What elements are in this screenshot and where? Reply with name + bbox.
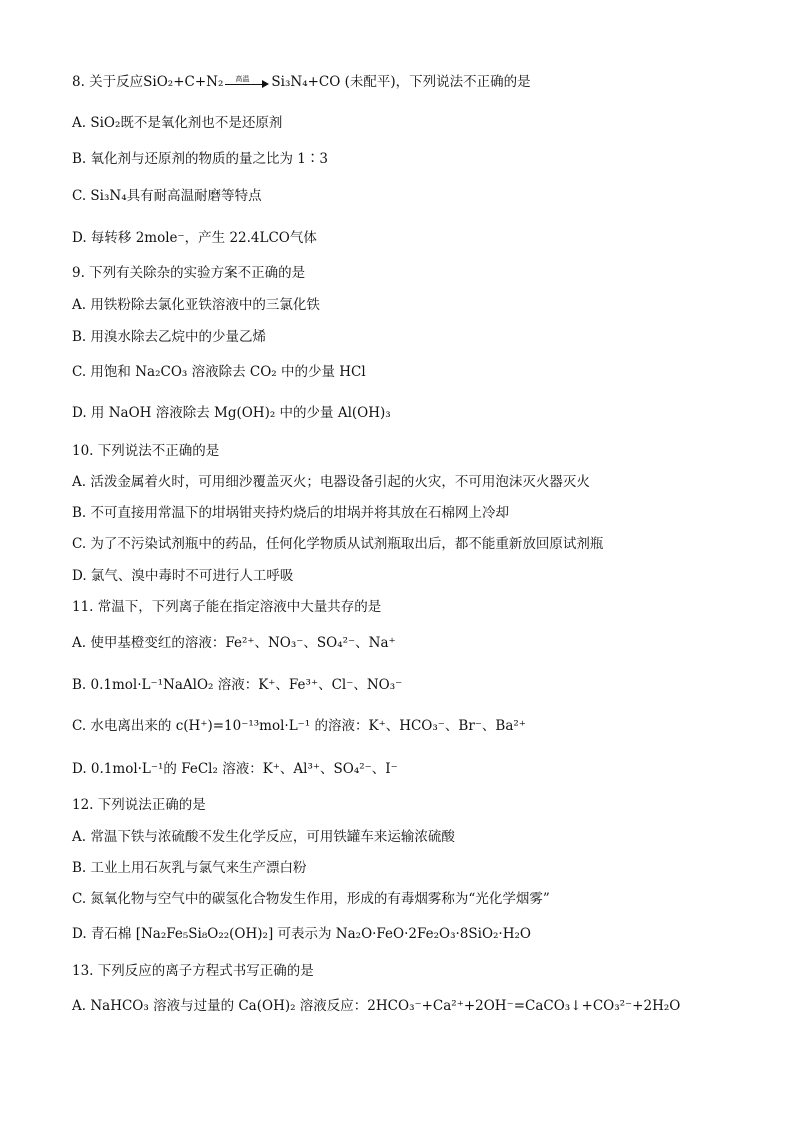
- q8-stem: [72, 73, 531, 91]
- q11-stem: 11. 常温下，下列离子能在指定溶液中大量共存的是: [72, 599, 382, 615]
- q9-option-d: D. 用 NaOH 溶液除去 Mg(OH)₂ 中的少量 Al(OH)₃: [72, 405, 391, 421]
- q12-option-c: C. 氮氧化物与空气中的碳氢化合物发生作用，形成的有毒烟雾称为“光化学烟雾”: [72, 891, 550, 907]
- q8-option-b: B. 氧化剂与还原剂的物质的量之比为 1∶3: [72, 151, 328, 167]
- q9-option-c: C. 用饱和 Na₂CO₃ 溶液除去 CO₂ 中的少量 HCl: [72, 364, 366, 380]
- q12-option-a: A. 常温下铁与浓硫酸不发生化学反应，可用铁罐车来运输浓硫酸: [72, 829, 455, 845]
- q12-stem: 12. 下列说法正确的是: [72, 797, 206, 813]
- arrow-condition: 高温: [235, 74, 250, 83]
- q11-option-d: D. 0.1mol·L⁻¹的 FeCl₂ 溶液：K⁺、Al³⁺、SO₄²⁻、I⁻: [72, 761, 398, 777]
- q12-option-b: B. 工业上用石灰乳与氯气来生产漂白粉: [72, 860, 307, 876]
- q11-option-c: C. 水电离出来的 c(H⁺)=10⁻¹³mol·L⁻¹ 的溶液：K⁺、HCO₃⁻、Br⁻、Ba²⁺: [72, 718, 526, 734]
- q8-option-c: C. Si₃N₄具有耐高温耐磨等特点: [72, 188, 262, 204]
- q8-stem-text: 8. 关于反应SiO₂+C+N₂: [72, 74, 224, 90]
- q13-stem: 13. 下列反应的离子方程式书写正确的是: [72, 963, 314, 979]
- q10-option-c: C. 为了不污染试剂瓶中的药品，任何化学物质从试剂瓶取出后，都不能重新放回原试剂瓶: [72, 536, 604, 552]
- reaction-arrow-icon: [225, 74, 269, 88]
- q8-option-d: D. 每转移 2mole⁻，产生 22.4LCO气体: [72, 230, 317, 246]
- q11-option-b: B. 0.1mol·L⁻¹NaAlO₂ 溶液：K⁺、Fe³⁺、Cl⁻、NO₃⁻: [72, 677, 403, 693]
- q10-option-d: D. 氯气、溴中毒时不可进行人工呼吸: [72, 568, 294, 584]
- q8-option-a: A. SiO₂既不是氧化剂也不是还原剂: [72, 115, 283, 131]
- q9-stem: 9. 下列有关除杂的实验方案不正确的是: [72, 265, 306, 281]
- q8-stem-tail: Si₃N₄+CO (未配平)，下列说法不正确的是: [271, 74, 531, 90]
- q10-option-a: A. 活泼金属着火时，可用细沙覆盖灭火；电器设备引起的火灾，不可用泡沫灭火器灭火: [72, 474, 590, 490]
- q10-stem: 10. 下列说法不正确的是: [72, 443, 220, 459]
- q9-option-a: A. 用铁粉除去氯化亚铁溶液中的三氯化铁: [72, 297, 320, 313]
- q10-option-b: B. 不可直接用常温下的坩埚钳夹持灼烧后的坩埚并将其放在石棉网上冷却: [72, 505, 510, 521]
- q11-option-a: A. 使甲基橙变红的溶液：Fe²⁺、NO₃⁻、SO₄²⁻、Na⁺: [72, 635, 396, 651]
- q12-option-d: D. 青石棉 [Na₂Fe₅Si₈O₂₂(OH)₂] 可表示为 Na₂O·FeO·2Fe₂O₃·8SiO₂·H₂O: [72, 926, 531, 942]
- q13-option-a: A. NaHCO₃ 溶液与过量的 Ca(OH)₂ 溶液反应：2HCO₃⁻+Ca²⁺+2OH⁻=CaCO₃↓+CO₃²⁻+2H₂O: [72, 998, 681, 1014]
- q9-option-b: B. 用溴水除去乙烷中的少量乙烯: [72, 329, 267, 345]
